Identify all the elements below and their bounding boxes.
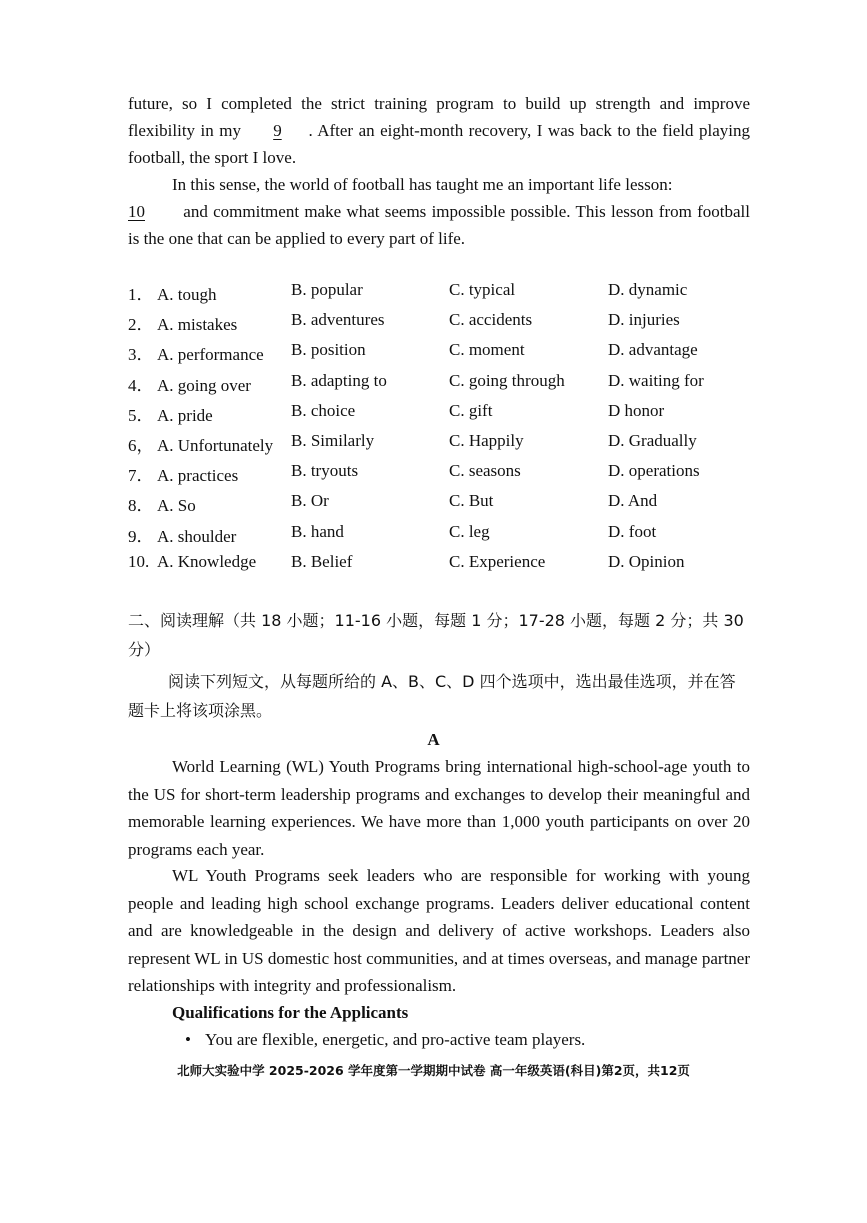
option-text: B. position — [291, 340, 366, 360]
option-a — [128, 310, 237, 335]
option-text: D. injuries — [608, 310, 680, 330]
option-a — [128, 522, 236, 547]
option-text: C. seasons — [449, 461, 521, 481]
option-a — [128, 461, 238, 486]
option-text: A. practices — [157, 466, 239, 486]
option-row — [128, 340, 750, 370]
option-text: D. advantage — [608, 340, 698, 360]
question-number: 10. — [128, 551, 150, 571]
option-c — [449, 280, 515, 300]
option-b — [291, 431, 374, 451]
option-text: D. And — [608, 491, 658, 511]
question-number: 3． — [128, 345, 154, 365]
option-text: A. So — [157, 496, 196, 516]
option-text: A. pride — [157, 405, 213, 425]
p2-after: and commitment make what seems impossible possible. This lesson from football is the one that can be applied to every part of life. — [128, 202, 750, 248]
qualification-bullet-item — [185, 1030, 585, 1050]
option-a — [128, 552, 256, 572]
option-row — [128, 431, 750, 461]
p2-before: In this sense, the world of football has taught me an important life lesson: — [172, 175, 673, 194]
option-d — [608, 310, 680, 330]
option-b — [291, 340, 366, 360]
section-2-instruction: 阅读下列短文，从每题所给的 A、B、C、D 四个选项中，选出最佳选项，并在答题卡上将该项涂黑。 — [128, 672, 736, 720]
option-text: A. shoulder — [157, 526, 237, 546]
option-d — [608, 552, 685, 572]
option-b — [291, 371, 387, 391]
option-d — [608, 431, 697, 451]
option-text: D. Gradually — [608, 430, 697, 450]
option-text: B. Belief — [291, 551, 353, 571]
option-text: B. choice — [291, 400, 356, 420]
option-text: C. typical — [449, 280, 516, 299]
page-footer: 北师大实验中学 2025-2026 学年度第一学期期中试卷 高一年级英语(科目)第2页，共12页 — [177, 1063, 690, 1078]
option-c — [449, 310, 532, 330]
option-text: A. performance — [157, 345, 264, 365]
option-a — [128, 431, 273, 456]
option-b — [291, 401, 355, 421]
option-text: C. moment — [449, 340, 525, 360]
option-row — [128, 491, 750, 521]
option-c — [449, 491, 493, 511]
passage-end-paragraph-1 — [128, 90, 750, 171]
question-number: 8． — [128, 496, 154, 516]
option-b — [291, 522, 344, 542]
option-row — [128, 461, 750, 491]
question-number: 6， — [128, 435, 154, 455]
option-a — [128, 401, 213, 426]
option-text: D. waiting for — [608, 370, 704, 390]
option-b — [291, 491, 329, 511]
option-text: D. operations — [608, 461, 700, 481]
option-c — [449, 401, 492, 421]
option-d — [608, 461, 700, 481]
option-text: B. adapting to — [291, 370, 387, 390]
passage-end-paragraph-2 — [128, 171, 750, 198]
option-c — [449, 431, 524, 451]
option-row — [128, 310, 750, 340]
option-a — [128, 371, 251, 396]
option-text: D honor — [608, 400, 665, 420]
qualifications-heading: Qualifications for the Applicants — [172, 1003, 409, 1022]
option-text: D. dynamic — [608, 280, 688, 299]
blank-10: 10 — [128, 202, 145, 221]
p1-before: future, so I completed the strict training program to build up strength and improve flexibility in my — [128, 94, 750, 140]
option-row — [128, 552, 750, 582]
option-c — [449, 522, 490, 542]
option-d — [608, 522, 656, 542]
option-a — [128, 340, 264, 365]
option-text: A. Unfortunately — [157, 435, 274, 455]
question-number: 4． — [128, 375, 154, 395]
option-text: C. But — [449, 491, 494, 511]
option-text: C. Experience — [449, 551, 546, 571]
option-c — [449, 371, 565, 391]
option-text: D. foot — [608, 521, 657, 541]
question-number: 7． — [128, 466, 154, 486]
option-text: C. accidents — [449, 310, 533, 330]
option-text: A. tough — [157, 285, 217, 304]
question-number: 1． — [128, 285, 154, 304]
question-number: 9． — [128, 526, 154, 546]
option-c — [449, 340, 525, 360]
option-row — [128, 280, 750, 310]
option-text: C. gift — [449, 400, 493, 420]
option-a — [128, 280, 217, 305]
option-b — [291, 310, 384, 330]
option-text: B. tryouts — [291, 461, 359, 481]
option-text: A. mistakes — [157, 315, 238, 335]
option-b — [291, 280, 363, 300]
option-text: C. going through — [449, 370, 565, 390]
bullet-icon: • — [185, 1030, 191, 1049]
option-a — [128, 491, 196, 516]
option-text: B. Or — [291, 491, 329, 511]
option-row — [128, 371, 750, 401]
option-c — [449, 552, 545, 572]
question-number: 5． — [128, 405, 154, 425]
option-b — [291, 461, 358, 481]
passage-end-paragraph-2-cont — [128, 198, 750, 252]
option-c — [449, 461, 521, 481]
passage-a-letter: A — [427, 730, 440, 749]
section-2-title: 二、阅读理解（共 18 小题；11-16 小题，每题 1 分；17-28 小题，每题 2 分；共 30 分） — [128, 611, 744, 659]
option-d — [608, 340, 698, 360]
option-row — [128, 401, 750, 431]
option-text: C. leg — [449, 521, 490, 541]
option-b — [291, 552, 352, 572]
option-text: B. Similarly — [291, 430, 375, 450]
options-table — [128, 280, 750, 582]
option-text: B. hand — [291, 521, 344, 541]
bullet-text: You are flexible, energetic, and pro-active team players. — [205, 1030, 586, 1049]
option-d — [608, 401, 664, 421]
passage-a-paragraph-2: WL Youth Programs seek leaders who are responsible for working with young people and leading high school exchange programs. Leaders deliver educational content and are knowledgeable in the design and delivery of active workshops. Leaders also represent WL in US domestic host communities, and at times overseas, and manage partner relationships with integrity and professionalism. — [128, 866, 750, 995]
option-d — [608, 491, 657, 511]
p1-after: . After an eight-month recovery, I was back to the field playing football, the sport I love. — [128, 121, 750, 167]
option-text: C. Happily — [449, 430, 524, 450]
question-number: 2． — [128, 315, 154, 335]
option-text: D. Opinion — [608, 551, 685, 571]
option-text: A. Knowledge — [157, 551, 257, 571]
option-text: B. popular — [291, 280, 363, 299]
passage-a-paragraph-1: World Learning (WL) Youth Programs bring international high-school-age youth to the US for short-term leadership programs and exchanges to develop their meaningful and memorable learning experiences. We have more than 1,000 youth participants on over 20 programs each year. — [128, 757, 750, 859]
option-text: A. going over — [157, 375, 251, 395]
option-row — [128, 522, 750, 552]
blank-9: 9 — [273, 121, 282, 140]
option-text: B. adventures — [291, 310, 385, 330]
option-d — [608, 280, 687, 300]
option-d — [608, 371, 704, 391]
